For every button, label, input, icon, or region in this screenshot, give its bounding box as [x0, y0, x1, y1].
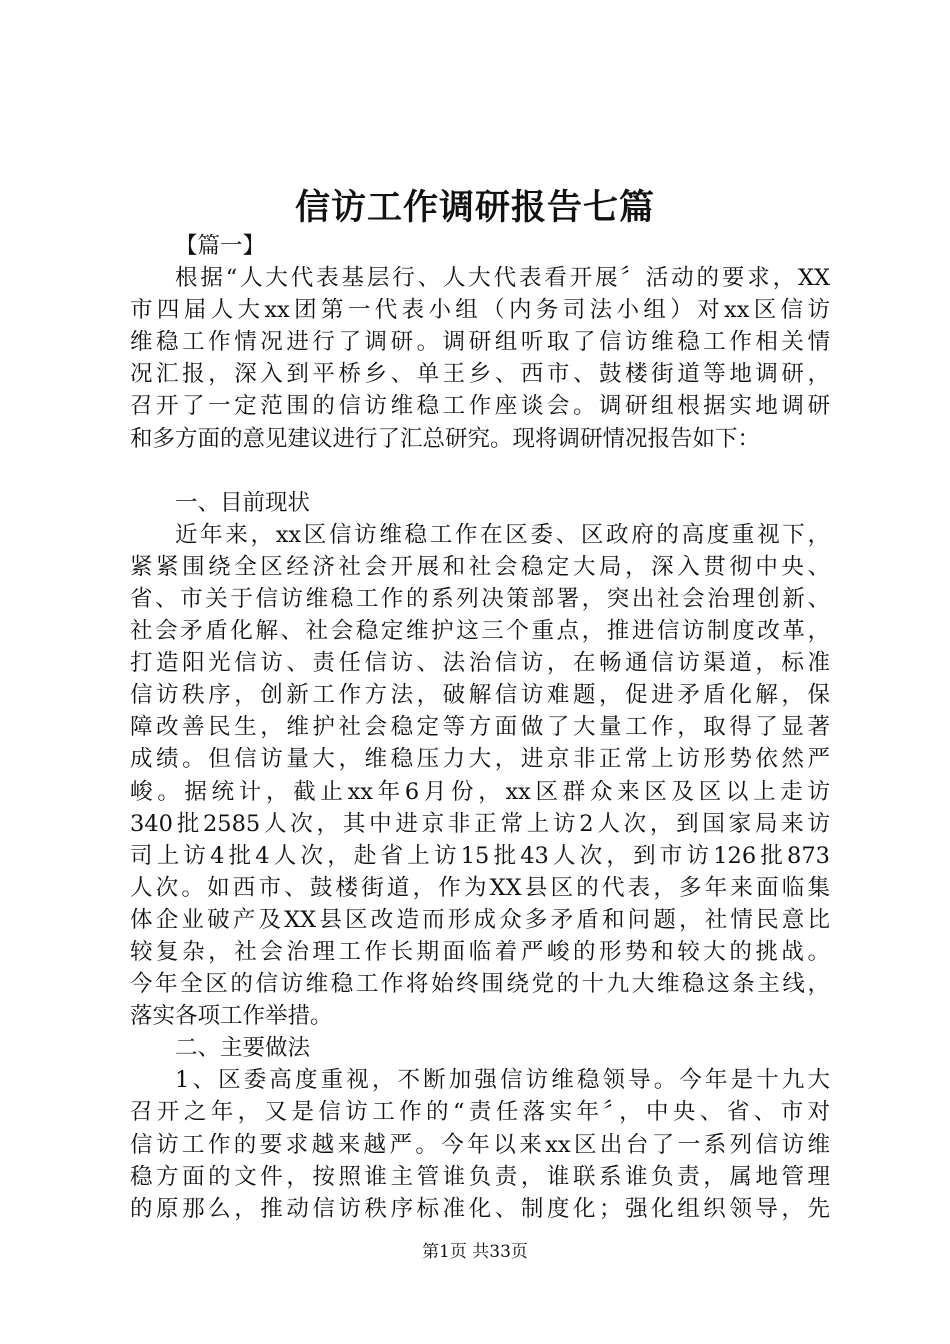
heading-main-methods: 二、主要做法 [175, 1035, 311, 1062]
text-line: 较复杂，社会治理工作长期面临着严峻的形势和较大的挑战。 [130, 938, 830, 965]
text-line: 近年来，xx区信访维稳工作在区委、区政府的高度重视下， [175, 521, 830, 548]
text-line: 省、市关于信访维稳工作的系列决策部署，突出社会治理创新、 [130, 585, 830, 612]
document-title: 信访工作调研报告七篇 [294, 187, 655, 228]
text-line: 障改善民生，维护社会稳定等方面做了大量工作，取得了显著 [130, 714, 830, 741]
intro-paragraph [130, 262, 830, 455]
text-line: 社会矛盾化解、社会稳定维护这三个重点，推进信访制度改革， [130, 618, 830, 645]
text-line: 体企业破产及XX县区改造而形成众多矛盾和问题，社情民意比 [130, 906, 830, 933]
text-line: 司上访4批4人次，赴省上访15批43人次，到市访126批873 [130, 842, 830, 869]
text-line: 峻。据统计，截止xx年6月份，xx区群众来区及区以上走访 [130, 778, 830, 805]
text-line: 信访秩序，创新工作方法，破解信访难题，促进矛盾化解，保 [130, 682, 830, 709]
text-line: 1、区委高度重视，不断加强信访维稳领导。今年是十九大 [175, 1067, 830, 1094]
text-line: 落实各项工作举措。 [130, 1003, 333, 1030]
text-line: 根据“人大代表基层行、人大代表看开展〞活动的要求，XX [175, 265, 830, 292]
page-footer: 第1页 共33页 [422, 1242, 528, 1262]
text-line: 维稳工作情况进行了调研。调研组听取了信访维稳工作相关情 [130, 329, 830, 356]
text-line: 召开了一定范围的信访维稳工作座谈会。调研组根据实地调研 [130, 393, 830, 420]
heading-current-status: 一、目前现状 [175, 489, 311, 516]
text-line: 的原那么，推动信访秩序标准化、制度化；强化组织领导，先 [130, 1195, 830, 1222]
text-line: 况汇报，深入到平桥乡、单王乡、西市、鼓楼街道等地调研， [130, 361, 830, 388]
text-line: 和多方面的意见建议进行了汇总研究。现将调研情况报告如下： [130, 425, 761, 452]
text-line: 市四届人大xx团第一代表小组（内务司法小组）对xx区信访 [130, 297, 830, 324]
text-line: 紧紧围绕全区经济社会开展和社会稳定大局，深入贯彻中央、 [130, 553, 830, 580]
text-line: 信访工作的要求越来越严。今年以来xx区出台了一系列信访维 [130, 1131, 830, 1158]
document-body [130, 230, 830, 1225]
text-line: 召开之年，又是信访工作的“责任落实年〞，中央、省、市对 [130, 1099, 830, 1126]
paragraph-gap [130, 455, 830, 487]
text-line: 人次。如西市、鼓楼街道，作为XX县区的代表，多年来面临集 [130, 874, 830, 901]
text-line: 稳方面的文件，按照谁主管谁负责，谁联系谁负责，属地管理 [130, 1163, 830, 1190]
section-marker: 【篇一】 [175, 233, 266, 259]
text-line: 成绩。但信访量大，维稳压力大，进京非正常上访形势依然严 [130, 746, 830, 773]
text-line: 340批2585人次，其中进京非正常上访2人次，到国家局来访 [130, 810, 830, 837]
status-paragraph [130, 519, 830, 1033]
methods-paragraph [130, 1064, 830, 1224]
text-line: 今年全区的信访维稳工作将始终围绕党的十九大维稳这条主线， [130, 971, 830, 998]
text-line: 打造阳光信访、责任信访、法治信访，在畅通信访渠道，标准 [130, 650, 830, 677]
